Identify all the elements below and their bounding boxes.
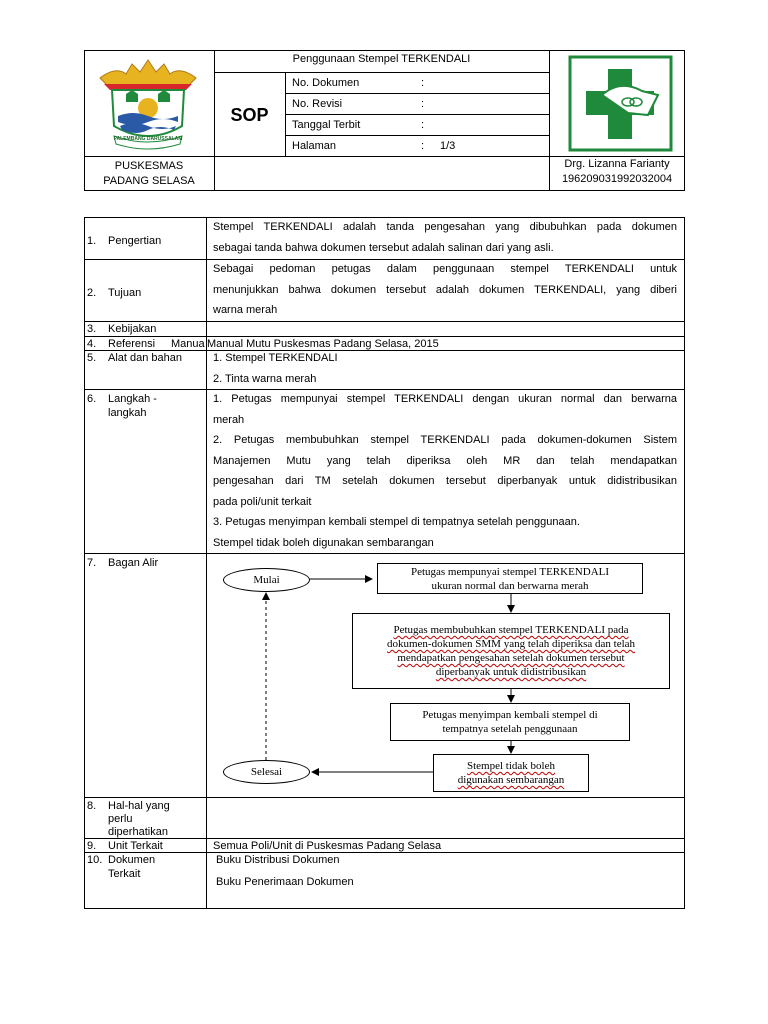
row-6-line-1: 1. Petugas mempunyai stempel TERKENDALI dengan ukuran normal dan berwarna [213, 393, 677, 405]
row-5-item-2: 2. Tinta warna merah [213, 373, 317, 385]
signer-nip: 196209031992032004 [561, 173, 673, 185]
org-name-line2: PADANG SELASA [103, 175, 195, 187]
field-sep-no-revisi: : [421, 98, 425, 110]
flow-step-3-box [390, 703, 630, 741]
flow-step-4-line2: digunakan sembarangan [457, 774, 565, 786]
row-9-label: Unit Terkait [108, 840, 163, 852]
row-9-text: Semua Poli/Unit di Puskesmas Padang Selasa [213, 840, 442, 852]
flow-start-oval [223, 568, 310, 592]
flow-step-1-box [377, 563, 643, 594]
sop-label: SOP [230, 105, 269, 125]
row-2-number: 2. [87, 287, 97, 299]
row-8-label-line2: perlu [108, 813, 133, 825]
flow-step-2-line3: mendapatkan pengesahan setelah dokumen tersebut [397, 652, 625, 664]
document-title: Penggunaan Stempel TERKENDALI [292, 53, 471, 65]
row-6-line-2: merah [213, 414, 245, 426]
field-sep-tanggal-terbit: : [421, 119, 425, 131]
row-2-label: Tujuan [108, 287, 142, 299]
row-2-text-line2: menunjukkan bahwa dokumen tersebut adalah dokumen TERKENDALI, yang diberi [213, 284, 677, 296]
row-5-item-1: 1. Stempel TERKENDALI [213, 352, 338, 364]
flow-step-1-line2: ukuran normal dan berwarna merah [431, 579, 589, 592]
row-5-label: Alat dan bahan [108, 352, 183, 364]
flow-step-3-line2: tempatnya setelah penggunaan [442, 723, 578, 735]
row-1-number: 1. [87, 235, 97, 247]
row-10-label-line1: Dokumen [108, 854, 156, 866]
row-8-label-line1: Hal-hal yang [108, 800, 170, 812]
flow-step-2-line2: dokumen-dokumen SMM yang telah diperiksa dan telah [386, 638, 636, 650]
flow-step-2-line4: diperbanyak untuk didistribusikan [435, 666, 587, 678]
row-4-number: 4. [87, 338, 97, 350]
row-5-number: 5. [87, 352, 97, 364]
field-label-no-revisi: No. Revisi [292, 98, 343, 110]
field-label-halaman: Halaman [292, 140, 337, 152]
flow-step-3-line1: Petugas menyimpan kembali stempel di [422, 709, 598, 721]
flow-end-oval [223, 760, 310, 784]
row-10-item-2: Buku Penerimaan Dokumen [216, 876, 354, 888]
logo-banner-text: PALEMBANG DARUSSALAM [113, 136, 183, 142]
signer-name: Drg. Lizanna Farianty [564, 158, 670, 170]
flow-end-label: Selesai [250, 766, 283, 778]
row-4-label-overflow: Manua [171, 338, 205, 350]
row-8-label-line3: diperhatikan [108, 826, 168, 838]
row-2-text-line1: Sebagai pedoman petugas dalam penggunaan stempel TERKENDALI untuk [213, 263, 677, 275]
row-10-label-line2: Terkait [108, 868, 141, 880]
puskesmas-logo [568, 55, 673, 152]
flow-step-2-box [352, 613, 670, 689]
field-label-no-dokumen: No. Dokumen [292, 77, 360, 89]
row-4-label: Referensi [108, 338, 156, 350]
row-9-number: 9. [87, 840, 97, 852]
org-name-line1: PUSKESMAS [114, 160, 184, 172]
row-6-label-line2: langkah [108, 407, 147, 419]
field-value-halaman: 1/3 [440, 140, 456, 152]
flow-step-4-line1: Stempel tidak boleh [467, 760, 555, 772]
field-sep-halaman: : [421, 140, 425, 152]
row-6-line-6: pada poli/unit terkait [213, 496, 312, 508]
row-2-text-line3: warna merah [213, 304, 278, 316]
row-7-label: Bagan Alir [108, 557, 159, 569]
row-6-number: 6. [87, 393, 97, 405]
row-4-text: Manual Mutu Puskesmas Padang Selasa, 2015 [207, 338, 439, 350]
flow-start-label: Mulai [253, 574, 280, 586]
row-7-number: 7. [87, 557, 97, 569]
row-1-text-line1: Stempel TERKENDALI adalah tanda pengesahan yang dibubuhkan pada dokumen [213, 221, 677, 233]
row-6-line-5: pengesahan dari TM setelah dokumen tersebut diperbanyak untuk didistribusikan [213, 475, 677, 487]
row-6-line-7: 3. Petugas menyimpan kembali stempel di tempatnya setelah penggunaan. [213, 516, 580, 528]
field-label-tanggal-terbit: Tanggal Terbit [292, 119, 361, 131]
row-6-label-line1: Langkah - [108, 393, 157, 405]
row-6-line-8: Stempel tidak boleh digunakan sembarangan [213, 537, 434, 549]
row-8-number: 8. [87, 800, 97, 812]
row-10-number: 10. [87, 854, 103, 866]
health-cross-icon [568, 55, 673, 152]
flow-step-2-line1: Petugas membubuhkan stempel TERKENDALI pada [393, 624, 629, 636]
row-6-line-4: Manajemen Mutu yang telah diperiksa oleh MR dan telah mendapatkan [213, 455, 677, 467]
row-1-label: Pengertian [108, 235, 162, 247]
row-1-text-line2: sebagai tanda bahwa dokumen tersebut adalah salinan dari yang asli. [213, 242, 554, 254]
field-sep-no-dokumen: : [421, 77, 425, 89]
flow-step-1-line1: Petugas mempunyai stempel TERKENDALI [410, 565, 610, 578]
palembang-city-logo [96, 56, 200, 152]
flow-step-4-box [433, 754, 589, 792]
row-3-number: 3. [87, 323, 97, 335]
row-10-item-1: Buku Distribusi Dokumen [216, 854, 340, 866]
row-6-line-3: 2. Petugas membubuhkan stempel TERKENDALI pada dokumen-dokumen Sistem [213, 434, 677, 446]
row-3-label: Kebijakan [108, 323, 157, 335]
